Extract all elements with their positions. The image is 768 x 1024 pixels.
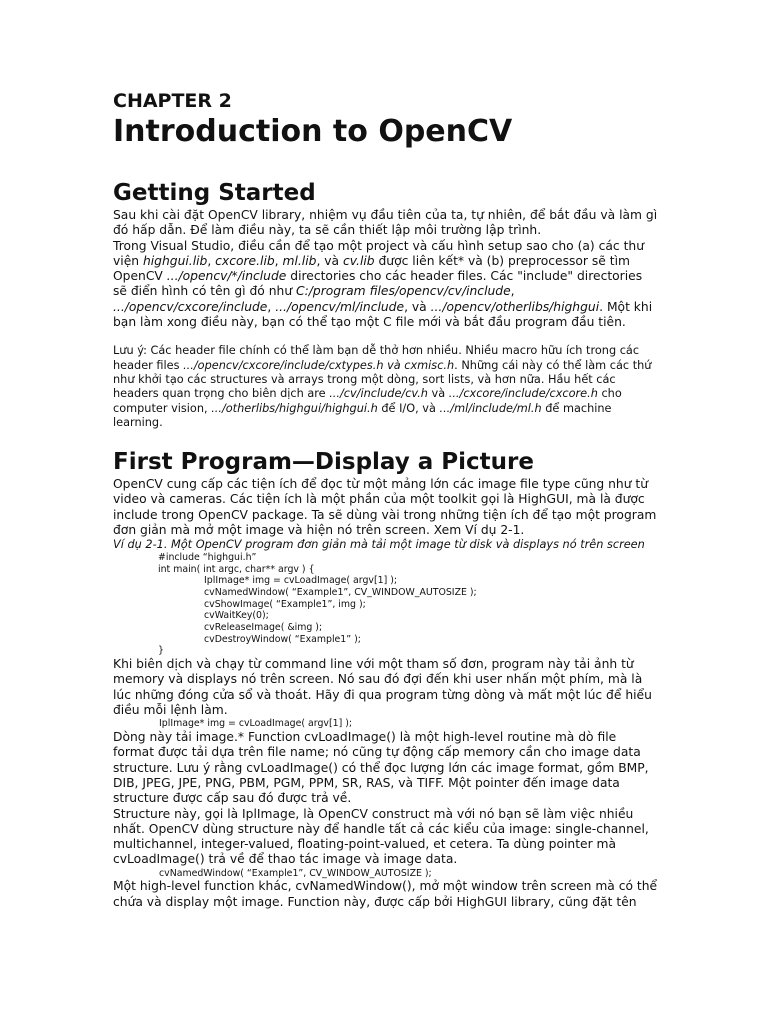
paragraph-compile-run: Khi biên dịch và chạy từ command line với một tham số đơn, program này tải ảnh từ memory và displays nó trên screen. Nó sau đó đợi đến khi user nhấn một phím, mà là lúc những đóng cửa sổ và thoát. Hãy đi qua program từng dòng và mất một lúc để hiểu điều mỗi lệnh làm. xyxy=(113,657,652,718)
code-line: #include “highgui.h” xyxy=(158,551,257,563)
chapter-label: CHAPTER 2 xyxy=(113,90,232,112)
code-line: cvNamedWindow( “Example1”, CV_WINDOW_AUTOSIZE ); xyxy=(204,586,477,598)
code-line: int main( int argc, char** argv ) { xyxy=(158,563,315,575)
paragraph-load-image: Dòng này tải image.* Function cvLoadImage() là một high-level routine mà dò file format được tải dựa trên file name; nó cũng tự động cấp memory cần cho image data structure. Lưu ý rằng cvLoadImage() có thể đọc lượng lớn các image format, gồm BMP, DIB, JPEG, JPE, PNG, PBM, PGM, PPM, SR, RAS, và TIFF. Một pointer đến image data structure được cấp sau đó được trả về. xyxy=(113,730,649,806)
note-paragraph: Lưu ý: Các header file chính có thể làm bạn dễ thở hơn nhiều. Nhiều macro hữu ích trong các header files .../opencv/cxcore/include/cxtypes.h và cxmisc.h. Những cái này có thể làm các thứ như khởi tạo các structures và arrays trong một dòng, sort lists, và hơn nữa. Hầu hết các headers quan trọng cho biên dịch are .../cv/include/cv.h và .../cxcore/include/cxcore.h cho computer vision, .../otherlibs/highgui/highgui.h để I/O, và .../ml/include/ml.h để machine learning. xyxy=(113,344,652,429)
chapter-title: Introduction to OpenCV xyxy=(113,114,513,149)
code-line-load-image: IplImage* img = cvLoadImage( argv[1] ); xyxy=(159,718,353,730)
code-line: cvShowImage( “Example1”, img ); xyxy=(204,598,366,610)
example-caption: Ví dụ 2-1. Một OpenCV program đơn giản mà tải một image từ disk và displays nó trên screen xyxy=(113,538,645,552)
code-line: cvDestroyWindow( “Example1” ); xyxy=(204,633,361,645)
section-heading-getting-started: Getting Started xyxy=(113,180,316,206)
code-line: cvReleaseImage( &img ); xyxy=(204,622,323,634)
code-line-named-window: cvNamedWindow( “Example1”, CV_WINDOW_AUTOSIZE ); xyxy=(159,867,432,879)
paragraph-intro: Sau khi cài đặt OpenCV library, nhiệm vụ đầu tiên của ta, tự nhiên, để bắt đầu và làm gì đó hấp dẫn. Để làm điều này, ta sẽ cần thiết lập môi trường lập trình. xyxy=(113,208,658,238)
code-line: IplImage* img = cvLoadImage( argv[1] ); xyxy=(204,575,398,587)
paragraph-opencv-utilities: OpenCV cung cấp các tiện ích để đọc từ một mảng lớn các image file type cũng như từ video và cameras. Các tiện ích là một phần của một toolkit gọi là HighGUI, mà là được include trong OpenCV package. Ta sẽ dùng vài trong những tiện ích để tạo một program đơn giản mà mở một image và hiện nó trên screen. Xem Ví dụ 2-1. xyxy=(113,477,657,538)
section-heading-first-program: First Program—Display a Picture xyxy=(113,449,534,476)
document-content xyxy=(113,89,658,910)
paragraph-visual-studio: Trong Visual Studio, điều cần để tạo một project và cấu hình setup sao cho (a) các thư viện highgui.lib, cxcore.lib, ml.lib, và cv.lib được liên kết* và (b) preprocessor sẽ tìm OpenCV .../opencv/*/include directories cho các header files. Các "include" directories sẽ điển hình có tên gì đó như C:/program files/opencv/cv/include, .../opencv/cxcore/include, .../opencv/ml/include, và .../opencv/otherlibs/highgui. Một khi bạn làm xong điều này, bạn có thể tạo một C file mới và bắt đầu program đầu tiên. xyxy=(113,238,653,330)
code-line: } xyxy=(158,645,164,657)
code-example-2-1 xyxy=(113,552,658,657)
paragraph-iplimage: Structure này, gọi là IplImage, là OpenCV construct mà với nó bạn sẽ làm việc nhiều nhất. OpenCV dùng structure này để handle tất cả các kiểu của image: single-channel, multichannel, integer-valued, floating-point-valued, et cetera. Ta dùng pointer mà cvLoadImage() trả về để thao tác image và image data. xyxy=(113,806,649,867)
paragraph-named-window: Một high-level function khác, cvNamedWindow(), mở một window trên screen mà có thể chứa và display một image. Function này, được cấp bởi HighGUI library, cũng đặt tên xyxy=(113,879,658,909)
code-line: cvWaitKey(0); xyxy=(204,610,269,622)
